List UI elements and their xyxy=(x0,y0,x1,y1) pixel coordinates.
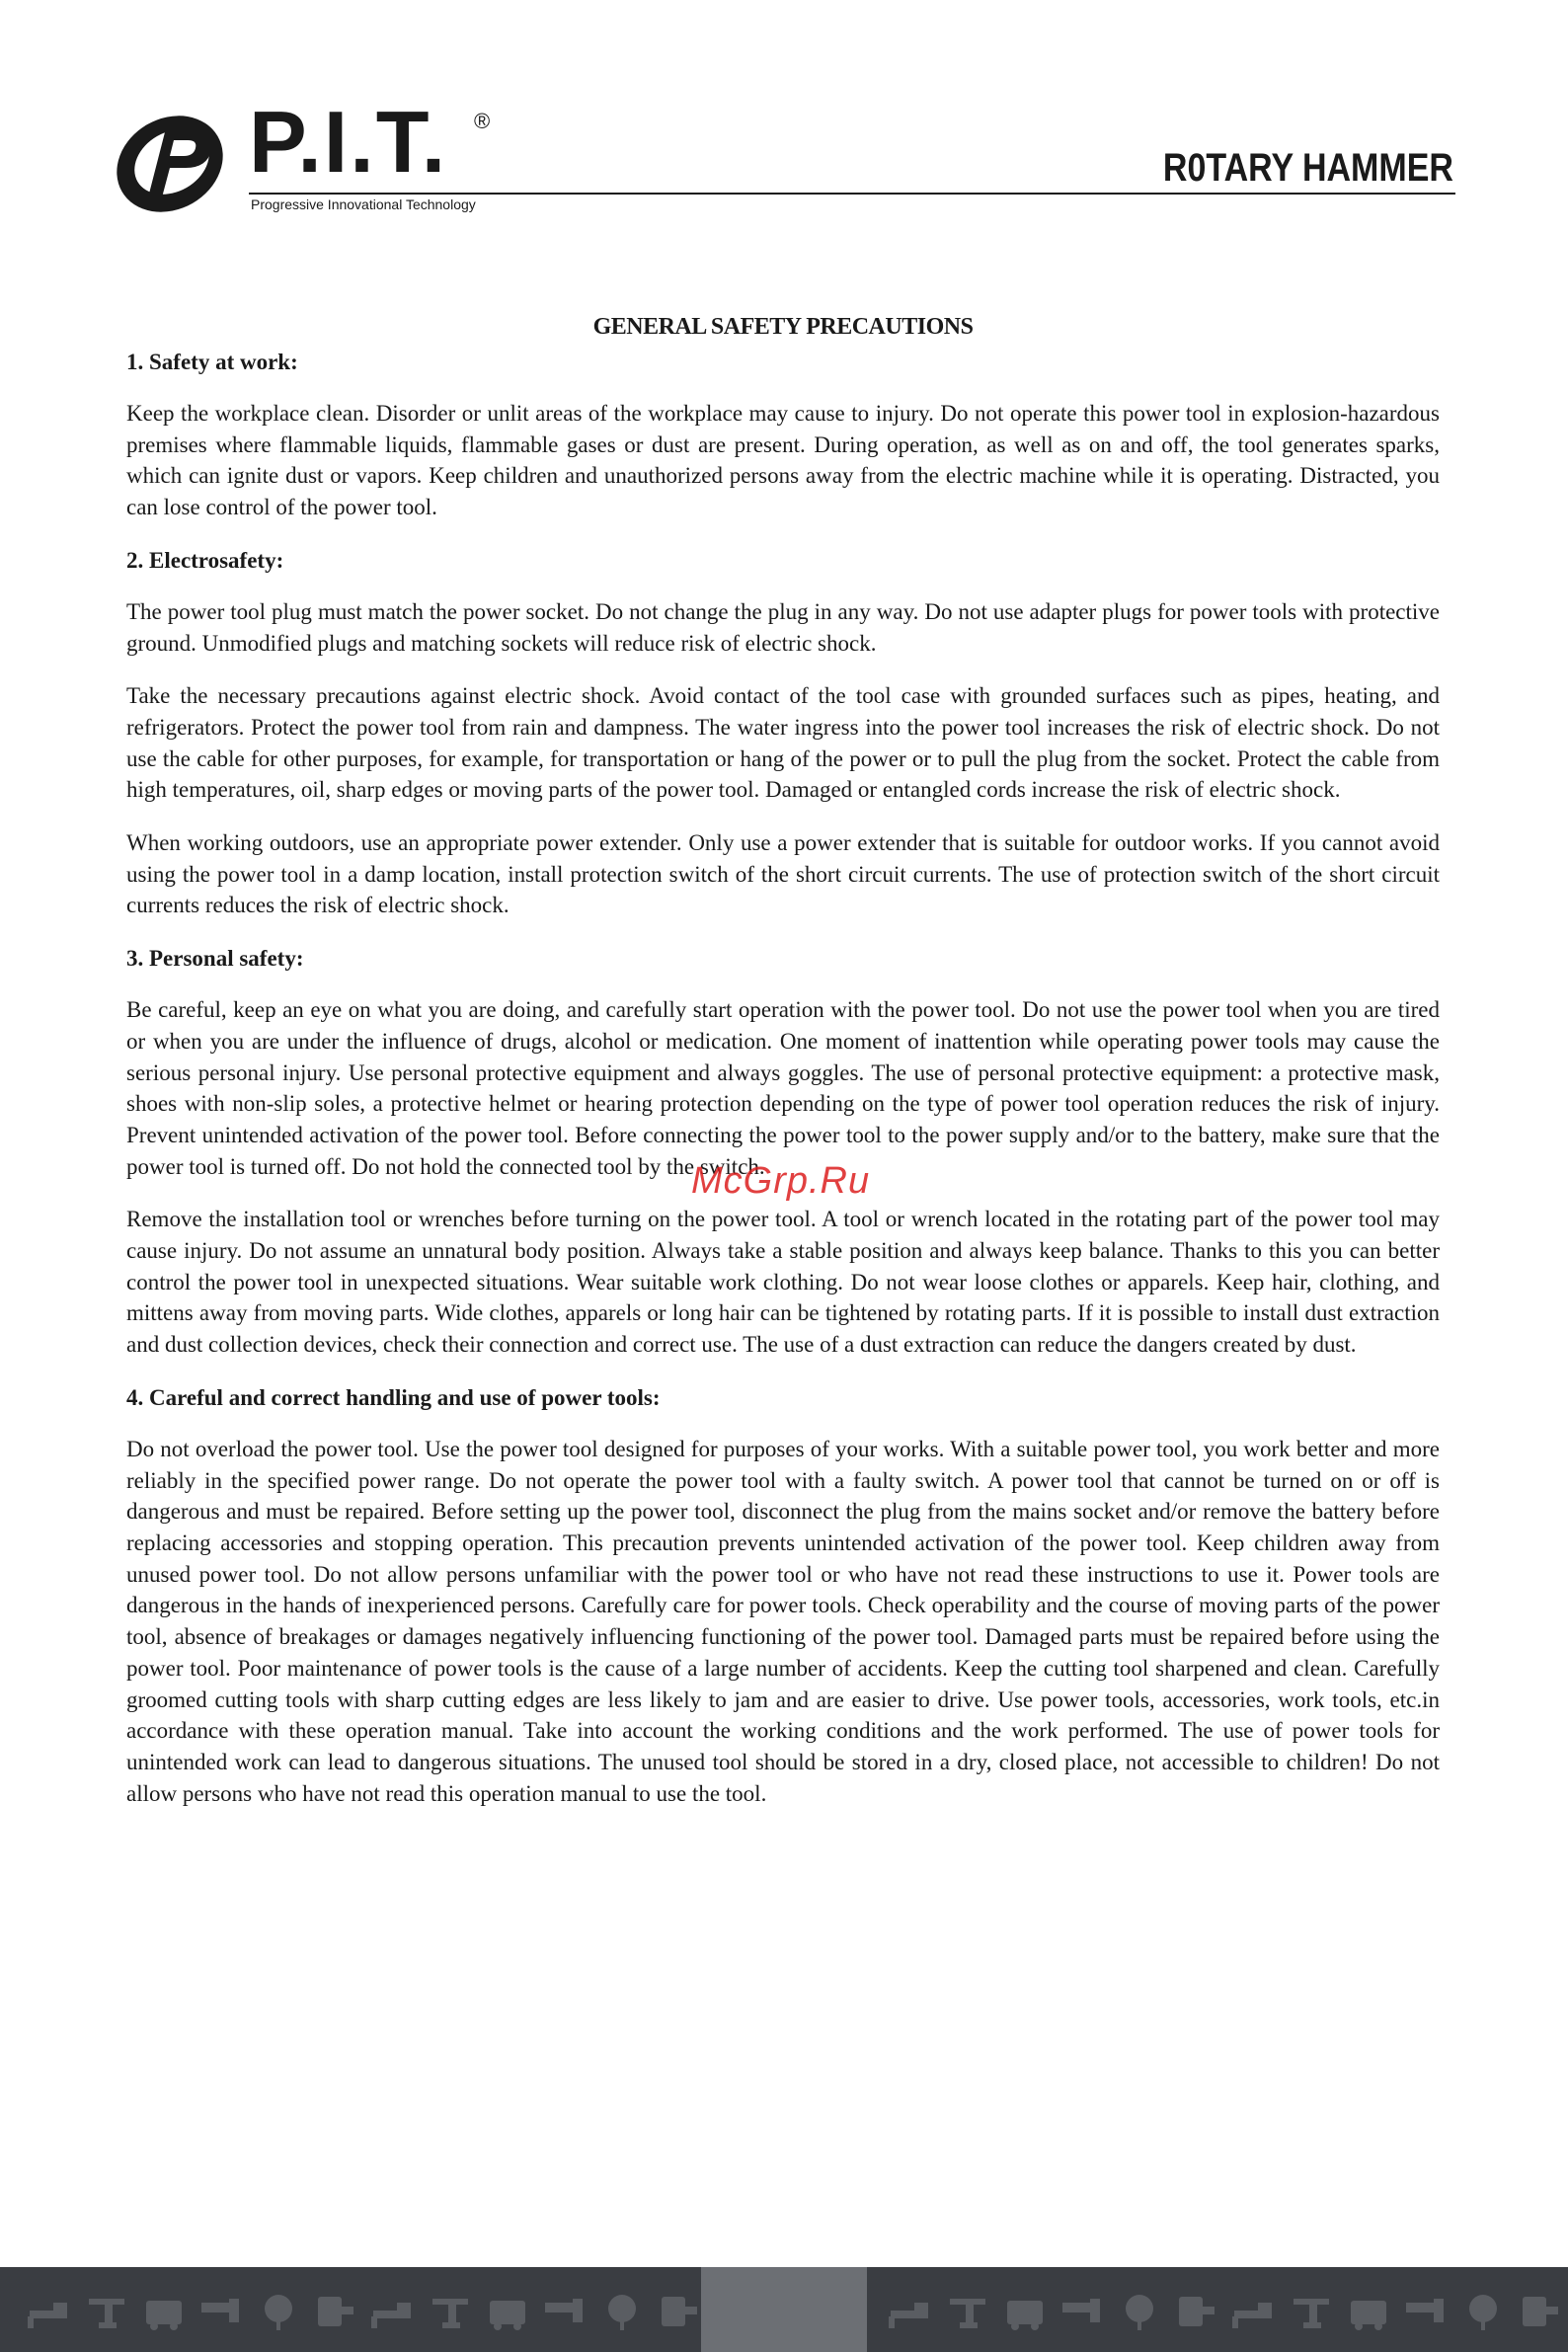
paragraph: Do not overload the power tool. Use the power tool designed for purposes of your works. With a suitable power tool, you work better and more reliably in the specified power range. Do not operate the power tool with a faulty switch. A power tool that cannot be turned on or off is dangerous and must be repaired. Before setting up the power tool, disconnect the plug from the mains socket and/or remove the battery before replacing accessories and stopping operation. This precaution prevents unintended activation of the power tool. Keep children away from unused power tool. Do not allow persons unfamiliar with the power tool or who have not read these instructions to use it. Power tools are dangerous in the hands of inexperienced persons. Carefully care for power tools. Check operability and the course of moving parts of the power tool, absence of breakages or damages negatively influencing functioning of the power tool. Damaged parts must be repaired before using the power tool. Poor maintenance of power tools is the cause of a large number of accidents. Keep the cutting tool sharpened and clean. Carefully groomed cutting tools with sharp cutting edges are less likely to jam and are easier to drive. Use power tools, accessories, work tools, etc.in accordance with these operation manual. Take into account the working conditions and the work performed. The use of power tools for unintended work can lead to dangerous situations. The unused tool should be stored in a dry, closed place, not accessible to children! Do not allow persons who have not read this operation manual to use the tool. xyxy=(126,1436,1440,1806)
drill-icon xyxy=(946,2289,989,2332)
mixer-icon xyxy=(600,2289,644,2332)
grinder-icon xyxy=(1232,2289,1276,2332)
brand-tagline: Progressive Innovational Technology xyxy=(251,196,476,212)
registered-mark: ® xyxy=(474,109,491,133)
paragraph: Be careful, keep an eye on what you are doing, and carefully start operation with the power tool. Do not use the power tool when you are tired or when you are under the influence of drugs, alcohol or medication. One moment of inattention while operating power tools may cause the serious personal injury. Use personal protective equipment and always goggles. The use of personal protective equipment: a protective mask, shoes with non-slip soles, a protective helmet or hearing protection depending on the type of power tool operation reduces the risk of injury. Prevent unintended activation of the power tool. Before connecting the power tool to the power supply and/or to the battery, make sure that the power tool is turned off. Do not hold the connected tool by the switch. xyxy=(126,997,1440,1179)
paragraph: Remove the installation tool or wrenches before turning on the power tool. A tool or wrench located in the rotating part of the power tool may cause injury. Do not assume an unnatural body position. Always take a stable position and always keep balance. Thanks to this you can better control the power tool in unexpected situations. Wear suitable work clothing. Do not wear loose clothes or apparels. Keep hair, clothing, and mittens away from moving parts. Wide clothes, apparels or long hair can be tightened by rotating parts. If it is possible to install dust extraction and dust collection devices, check their connection and correct use. The use of a dust extraction can reduce the dangers created by dust. xyxy=(126,1207,1440,1358)
grinder-icon xyxy=(28,2289,71,2332)
mixer-icon xyxy=(1461,2289,1505,2332)
hammer-drill-icon xyxy=(543,2289,587,2332)
mixer-icon xyxy=(257,2289,300,2332)
drill-icon xyxy=(85,2289,128,2332)
document-body xyxy=(126,314,1440,1831)
generator-icon xyxy=(486,2289,529,2332)
header-divider xyxy=(249,193,1455,195)
drill-icon xyxy=(429,2289,472,2332)
page-header xyxy=(0,0,1568,257)
section-heading: 4. Careful and correct handling and use of power tools: xyxy=(126,1384,661,1410)
watermark: McGrp.Ru xyxy=(691,1160,871,1202)
section-heading: 1. Safety at work: xyxy=(126,350,298,374)
generator-icon xyxy=(1347,2289,1390,2332)
footer-bar xyxy=(0,2267,1568,2352)
section-heading: 3. Personal safety: xyxy=(126,946,304,972)
paragraph: Keep the workplace clean. Disorder or unlit areas of the workplace may cause to injury. Do not operate this power tool in explosion-hazardous premises where flammable liquids, flammable gases or dust are present. During operation, as well as on and off, the tool generates sparks, which can ignite dust or vapors. Keep children and unauthorized persons away from the electric machine while it is operating. Distracted, you can lose control of the power tool. xyxy=(126,401,1440,520)
drill-icon xyxy=(1290,2289,1333,2332)
saw-icon xyxy=(658,2289,701,2332)
footer-icon-strip xyxy=(0,2289,1568,2338)
paragraph: The power tool plug must match the power socket. Do not change the plug in any way. Do not use adapter plugs for power tools with protective ground. Unmodified plugs and matching sockets will reduce risk of electric shock. xyxy=(126,598,1440,656)
hammer-drill-icon xyxy=(199,2289,243,2332)
mixer-icon xyxy=(1118,2289,1161,2332)
product-title: R0TARY HAMMER xyxy=(1162,146,1453,190)
saw-icon xyxy=(314,2289,357,2332)
saw-icon xyxy=(1519,2289,1562,2332)
grinder-icon xyxy=(889,2289,932,2332)
hammer-drill-icon xyxy=(1060,2289,1104,2332)
paragraph: Take the necessary precautions against electric shock. Avoid contact of the tool case with grounded surfaces such as pipes, heating, and refrigerators. Protect the power tool from rain and dampness. The water ingress into the power tool increases the risk of electric shock. Do not use the cable for other purposes, for example, for transportation or hang of the power or to pull the plug from the socket. Protect the cable from high temperatures, oil, sharp edges or moving parts of the power tool. Damaged or entangled cords increase the risk of electric shock. xyxy=(126,683,1440,803)
document-title: GENERAL SAFETY PRECAUTIONS xyxy=(592,314,974,340)
hammer-drill-icon xyxy=(1404,2289,1448,2332)
generator-icon xyxy=(142,2289,186,2332)
brand-name: P.I.T. xyxy=(249,93,448,191)
pit-logo-icon xyxy=(109,107,237,217)
section-heading: 2. Electrosafety: xyxy=(126,547,284,573)
paragraph: When working outdoors, use an appropriate power extender. Only use a power extender that is suitable for outdoor works. If you cannot avoid using the power tool in a damp location, install protection switch of the short circuit currents. The use of protection switch of the short circuit currents reduces the risk of electric shock. xyxy=(126,830,1440,918)
grinder-icon xyxy=(371,2289,415,2332)
generator-icon xyxy=(1003,2289,1047,2332)
saw-icon xyxy=(1175,2289,1218,2332)
